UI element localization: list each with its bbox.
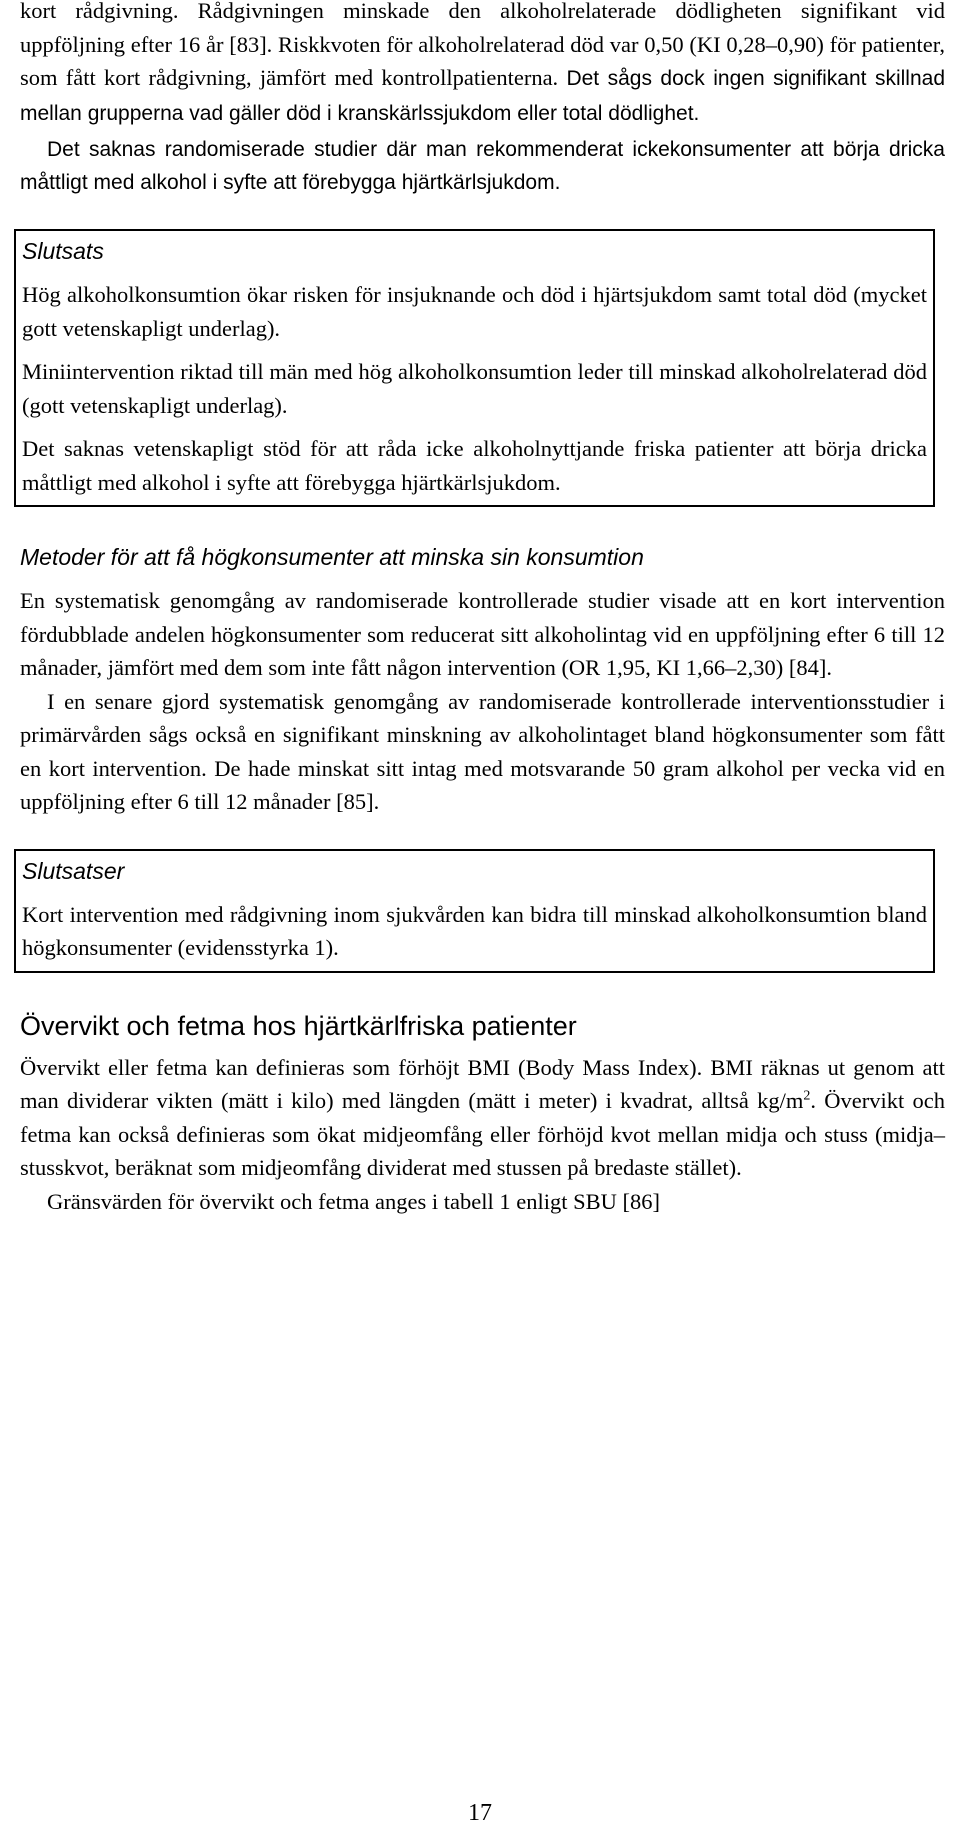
section-heading-metoder: Metoder för att få högkonsumenter att minska sin konsumtion: [20, 544, 644, 570]
body-paragraph: En systematisk genomgång av randomiserade kontrollerade studier visade att en kort intervention fördubblade andelen högkonsumenter som reducerat sitt alkoholintag vid en uppföljning efter 6 till 12 månader, jämfört med dem som inte fått någon intervention (OR 1,95, KI 1,66–2,30) [84].: [20, 588, 945, 680]
body-text: . Övervikt och fetma kan också definieras som ökat midjeomfång eller förhöjd kvot mellan midja och stuss (midja–stusskvot, beräknat som midjeomfång dividerat med stussen på bredaste stället).: [20, 1088, 945, 1180]
body-paragraph: I en senare gjord systematisk genomgång av randomiserade kontrollerade interventionsstudier i primärvården sågs också en signifikant minskning av alkoholintaget bland högkonsumenter som fått en kort intervention. De hade minskat sitt intag med motsvarande 50 gram alkohol per vecka vid en uppföljning efter 6 till 12 månader [85].: [20, 688, 945, 814]
document-page: [20, 0, 945, 1218]
conclusion-paragraph: Kort intervention med rådgivning inom sjukvården kan bidra till minskad alkoholkonsumtion bland högkonsumenter (evidensstyrka 1).: [22, 901, 927, 960]
conclusion-heading: Slutsats: [22, 238, 104, 264]
conclusion-box-1: [14, 229, 935, 507]
intro-paragraph-1: [20, 0, 945, 130]
intro-paragraph-2: Det saknas randomiserade studier där man rekommenderat ickekonsumenter att börja dricka måttligt med alkohol i syfte att förebygga hjärtkärlsjukdom.: [20, 138, 945, 194]
body-paragraph: Gränsvärden för övervikt och fetma anges i tabell 1 enligt SBU [86]: [47, 1188, 660, 1214]
intro-text: kort rådgivning. Rådgivningen minskade den alkoholrelaterade dödligheten signifikant vid uppföljning efter 16 år [83]. Riskkvoten för alkoholrelaterad död var 0,50 (KI 0,28–0,90) för patienter, som fått kort rådgivning, jämfört med kontrollpatienterna.: [20, 0, 945, 90]
conclusion-paragraph: Hög alkoholkonsumtion ökar risken för insjuknande och död i hjärtsjukdom samt total död (mycket gott vetenskapligt underlag).: [22, 282, 927, 341]
superscript: 2: [803, 1088, 811, 1104]
conclusion-paragraph: Miniintervention riktad till män med hög alkoholkonsumtion leder till minskad alkoholrelaterad död (gott vetenskapligt underlag).: [22, 359, 927, 418]
body-paragraph-overvikt: [20, 1051, 945, 1185]
conclusion-box-2: [14, 849, 935, 973]
section-heading-overvikt: Övervikt och fetma hos hjärtkärlfriska patienter: [20, 1010, 577, 1041]
conclusion-heading: Slutsatser: [22, 857, 125, 884]
page-number: 17: [468, 1800, 492, 1826]
intro-sans-text: Det sågs dock ingen signifikant skillnad mellan grupperna vad gäller död i kranskärlssjukdom eller total dödlighet.: [20, 67, 945, 125]
conclusion-paragraph: Det saknas vetenskapligt stöd för att råda icke alkoholnyttjande friska patienter att börja dricka måttligt med alkohol i syfte att förebygga hjärtkärlsjukdom.: [22, 436, 927, 495]
body-text: Övervikt eller fetma kan definieras som förhöjt BMI (Body Mass Index). BMI räknas ut genom att man dividerar vikten (mätt i kilo) med längden (mätt i meter) i kvadrat, alltså kg/m: [20, 1054, 945, 1113]
